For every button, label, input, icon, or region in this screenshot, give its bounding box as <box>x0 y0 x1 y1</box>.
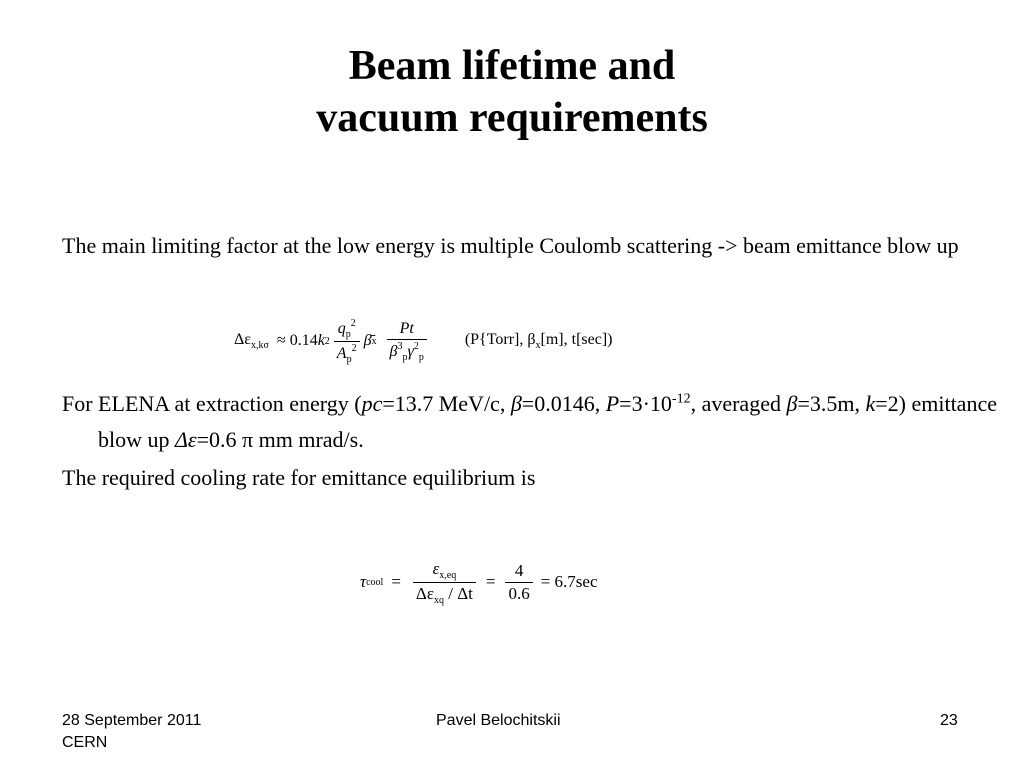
eq1-k: k <box>317 332 325 349</box>
title-line-1: Beam lifetime and <box>348 43 676 89</box>
paragraph-coulomb-scattering: The main limiting factor at the low energy is multiple Coulomb scattering -> beam emittance blow up <box>62 233 959 258</box>
footer-org-text: CERN <box>62 734 108 751</box>
paragraph-cooling-rate: The required cooling rate for emittance equilibrium is <box>62 465 536 490</box>
eq2-fraction-numeric: $\frac{4}{0.6}$ <box>505 561 532 604</box>
equation-cooling-time: τ cool = $\frac{\varepsilon_{x,eq}}{\Delta\varepsilon_{xq} / \Delta t}$ = $\frac{4}{0.6}$ = 6.7sec <box>360 558 598 606</box>
eq1-approx: ≈ 0.14 <box>276 332 318 349</box>
equation-emittance-blowup: $\Delta\varepsilon_{x,k\sigma}$ ≈ 0.14 k 2 $\frac{q_p^2}{A_p^2}$ β̄ x $\frac{Pt}{\beta^3_p\gamma^2_p}$ (P{Torr], $\beta_x[m]$, t[sec]) <box>234 317 613 365</box>
eq1-beta-avg: β̄ <box>363 332 372 349</box>
footer-author: Pavel Belochitskii <box>436 712 561 729</box>
paragraph-elena-parameters: For ELENA at extraction energy (pc=13.7 MeV/c, β=0.0146, $P=3\cdot 10^{-12}$, averaged β=3.5m, k=2) emittance blow up Δε=0.6 π mm mrad/s. <box>62 391 997 452</box>
eq2-fraction-emittance: $\frac{\varepsilon_{x,eq}}{\Delta\varepsilon_{xq} / \Delta t}$ <box>413 559 476 606</box>
footer-page-number: 23 <box>940 712 958 729</box>
eq1-lhs: $\Delta\varepsilon_{x,k\sigma}$ <box>234 331 269 351</box>
slide-title <box>0 40 1024 144</box>
eq1-k-exp: 2 <box>324 335 330 347</box>
footer-date <box>62 710 201 754</box>
eq1-units: (P{Torr], $\beta_x[m]$, t[sec]) <box>464 331 613 351</box>
eq1-fraction-pressure: $\frac{Pt}{\beta^3_p\gamma^2_p}$ <box>387 320 427 363</box>
eq1-fraction-charge: $\frac{q_p^2}{A_p^2}$ <box>334 318 360 365</box>
title-line-2: vacuum requirements <box>316 95 708 141</box>
footer-date-text: 28 September 2011 <box>62 712 202 729</box>
